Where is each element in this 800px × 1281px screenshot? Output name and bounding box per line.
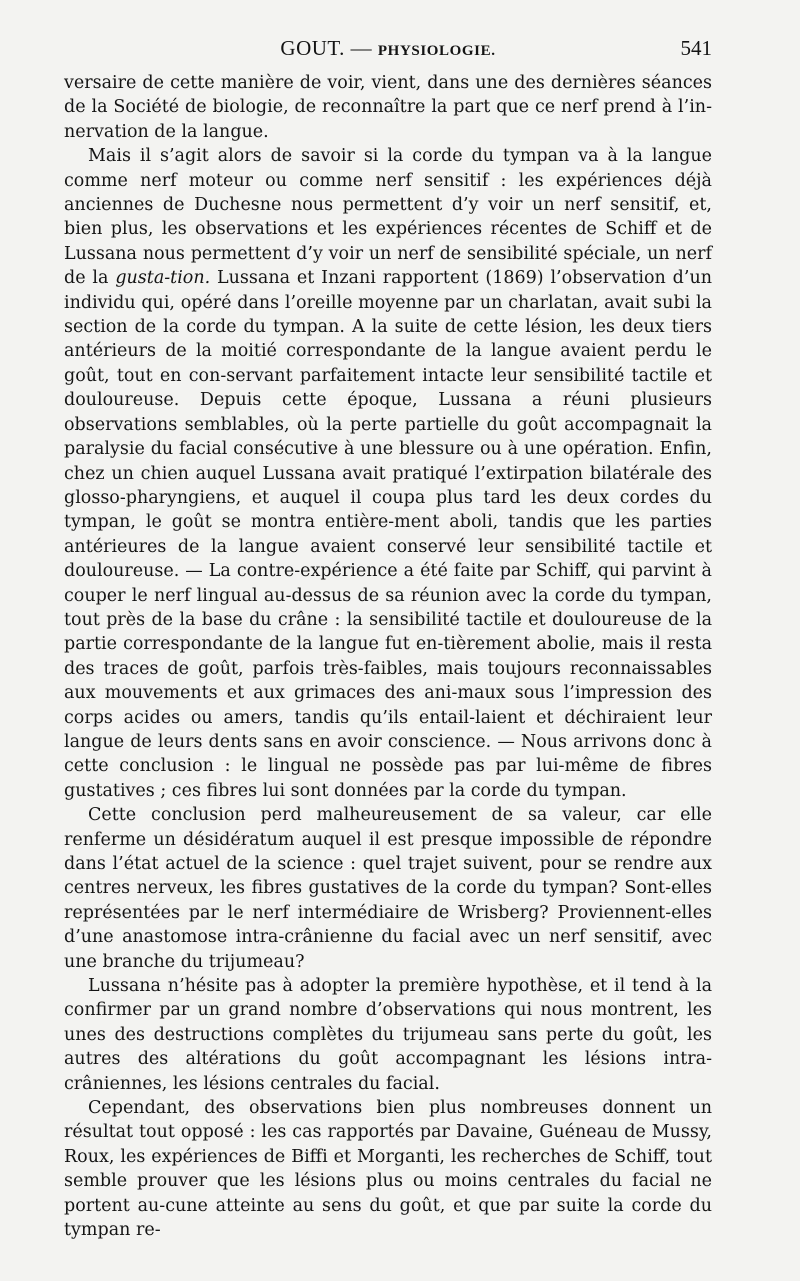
header-dash: — [344,36,378,60]
paragraph-cependant: Cependant, des observations bien plus nombreuses donnent un résultat tout opposé : les cas rapportés par Davaine, Guéneau de Mussy, Roux, les expériences de Biffi et Morganti, les recherches de Schiff, tout semble prouver que les lésions plus ou moins centrales du facial ne portent au-cune atteinte au sens du goût, et que par suite la corde du tympan re- [64,1098,712,1241]
page-body [64,71,712,1243]
running-header [64,36,712,66]
page-number: 541 [680,36,712,60]
header-title: GOUT. [280,36,345,60]
header-title-line [64,36,712,61]
paragraph-text-part-2: Lussana et Inzani rapportent (1869) l’observation d’un individu qui, opéré dans l’oreille moyenne par un charlatan, avait subi la section de la corde du tympan. A la suite de cette lésion, les deux tiers antérieurs de la moitié correspondante de la langue avaient perdu le goût, tout en con-servant parfaitement intacte leur sensibilité tactile et douloureuse. Depuis cette époque, Lussana a réuni plusieurs observations semblables, où la perte partielle du goût accompagnait la paralysie du facial consécutive à une blessure ou à une opération. Enfin, chez un chien auquel Lussana avait pratiqué l’extirpation bilatérale des glosso-pharyngiens, et auquel il coupa plus tard les deux cordes du tympan, le goût se montra entière-ment aboli, tandis que les parties antérieures de la langue avaient conservé leur sensibilité tactile et douloureuse. — La contre-expérience a été faite par Schiff, qui parvint à couper le nerf lingual au-dessus de sa réunion avec la corde du tympan, tout près de la base du crâne : la sensibilité tactile et douloureuse de la partie correspondante de la langue fut en-tièrement abolie, mais il resta des traces de goût, parfois très-faibles, mais toujours reconnaissables aux mouvements et aux grimaces des ani-maux sous l’impression des corps acides ou amers, tandis qu’ils entail-laient et déchiraient leur langue de leurs dents sans en avoir conscience. — Nous arrivons donc à cette conclusion : le lingual ne possède pas par lui-même de fibres gustatives ; ces fibres lui sont données par la corde du tympan. [64,268,712,801]
paragraph-text-part-1: Mais il s’agit alors de savoir si la corde du tympan va à la langue comme nerf moteur ou comme nerf sensitif : les expériences déjà anciennes de Duchesne nous permettent d’y voir un nerf sensitif, et, bien plus, les observations et les expériences récentes de Schiff et de Lussana nous permettent d’y voir un nerf de sensibilité spéciale, un nerf de la [64,146,712,289]
header-section: PHYSIOLOGIE. [377,43,496,59]
paragraph-lussana: Lussana n’hésite pas à adopter la première hypothèse, et il tend à la confirmer par un grand nombre d’observations qui nous montrent, les unes des destructions complètes du trijumeau sans perte du goût, les autres des altérations du goût accompagnant les lésions intra-crâniennes, les lésions centrales du facial. [64,976,712,1094]
paragraph-conclusion: Cette conclusion perd malheureusement de sa valeur, car elle renferme un désidératum auquel il est presque impossible de répondre dans l’état actuel de la science : quel trajet suivent, pour se rendre aux centres nerveux, les fibres gustatives de la corde du tympan? Sont-elles représentées par le nerf intermédiaire de Wrisberg? Proviennent-elles d’une anastomose intra-crânienne du facial avec un nerf sensitif, avec une branche du trijumeau? [64,805,712,972]
italic-term-gustation: gusta-tion. [115,268,211,289]
paragraph-corde-du-tympan [64,144,712,803]
paragraph-continuation: versaire de cette manière de voir, vient, dans une des dernières séances de la Société de biologie, de reconnaître la part que ce nerf prend à l’in-nervation de la langue. [64,73,712,142]
